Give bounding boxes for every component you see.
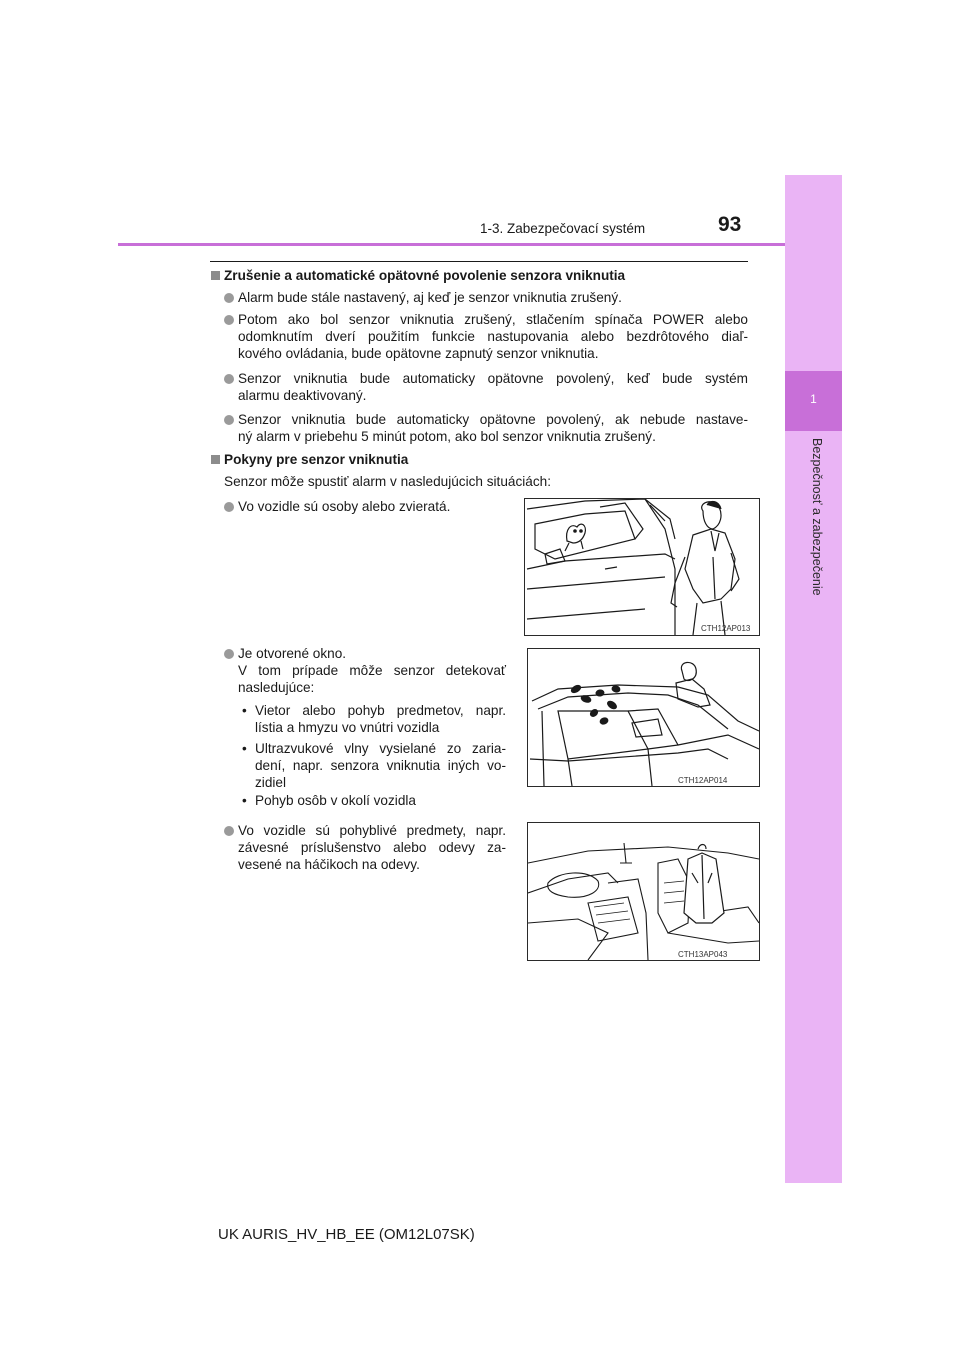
illustration-1-code: CTH12AP013 [701, 624, 751, 633]
cancel-heading [211, 267, 625, 284]
content-rule [210, 261, 748, 262]
sub-bullet-1-line-2: lístia a hmyzu vo vnútri vozidla [255, 720, 440, 736]
page-number: 93 [718, 213, 742, 236]
sub-bullet-2-line-3: zidiel [255, 775, 286, 791]
instructions-intro: Senzor môže spustiť alarm v nasledujúcich situáciách: [224, 474, 551, 489]
section-title: 1-3. Zabezpečovací systém [480, 221, 646, 236]
instructions-heading [211, 451, 408, 468]
item-3-line-1: Vo vozidle sú pohyblivé predmety, napr. [238, 823, 506, 838]
car-interior-drawing [528, 823, 759, 960]
item-3 [238, 822, 506, 874]
item-2-line-3: nasledujúce: [238, 680, 315, 696]
item-2-line-2: V tom prípade môže senzor detekovať [238, 663, 506, 679]
bullet-icon [224, 315, 234, 325]
cancel-bullet-4-line-2: ný alarm v priebehu 5 minút potom, ako bol senzor vniknutia zrušený. [238, 429, 656, 445]
car-with-dog-and-person-drawing [525, 499, 759, 635]
cancel-bullet-2-line-2: odomknutím dverí použitím funkcie nastupovania alebo bezdrôtového diaľ- [238, 329, 748, 345]
sub-bullet-marker: • [242, 703, 247, 718]
square-bullet-icon [211, 455, 220, 464]
cancel-bullet-4-line-1: Senzor vniknutia bude automaticky opätovne povolený, ak nebude nastave- [238, 412, 748, 427]
item-3-line-3: vesené na háčikoch na odevy. [238, 857, 420, 873]
cancel-bullet-4 [238, 411, 748, 445]
header-rule [118, 243, 785, 246]
footer-model-code: UK AURIS_HV_HB_EE (OM12L07SK) [218, 1226, 475, 1243]
square-bullet-icon [211, 271, 220, 280]
item-2 [238, 645, 506, 697]
bullet-icon [224, 502, 234, 512]
sub-bullet-1-line-1: Vietor alebo pohyb predmetov, napr. [255, 703, 506, 718]
instructions-heading-text: Pokyny pre senzor vniknutia [224, 452, 409, 467]
cancel-bullet-2 [238, 311, 748, 363]
cancel-bullet-1: Alarm bude stále nastavený, aj keď je senzor vniknutia zrušený. [238, 290, 622, 305]
item-2-line-1: Je otvorené okno. [238, 646, 347, 661]
illustration-person-and-dog [524, 498, 760, 636]
sub-bullet-3: Pohyb osôb v okolí vozidla [255, 793, 416, 808]
cancel-bullet-2-line-1: Potom ako bol senzor vniknutia zrušený, stlačením spínača POWER alebo [238, 312, 748, 327]
illustration-hanging-clothes [527, 822, 760, 961]
bullet-icon [224, 649, 234, 659]
chapter-title: Bezpečnosť a zabezpečenie [810, 438, 824, 596]
sub-bullet-marker: • [242, 793, 247, 808]
illustration-open-window [527, 648, 760, 787]
sub-bullet-2-line-1: Ultrazvukové vlny vysielané zo zaria- [255, 741, 506, 756]
illustration-2-code: CTH12AP014 [678, 776, 728, 785]
car-open-window-drawing [528, 649, 759, 786]
chapter-side-band [785, 175, 842, 1183]
sub-bullet-2-line-2: dení, napr. senzora vniknutia iných vo- [255, 758, 506, 774]
cancel-bullet-2-line-3: kového ovládania, bude opätovne zapnutý senzor vniknutia. [238, 346, 599, 362]
cancel-heading-text: Zrušenie a automatické opätovné povolenie senzora vniknutia [224, 268, 626, 283]
bullet-icon [224, 415, 234, 425]
cancel-bullet-3-line-1: Senzor vniknutia bude automaticky opätovne povolený, keď bude systém [238, 371, 748, 386]
cancel-bullet-3 [238, 370, 748, 404]
bullet-icon [224, 374, 234, 384]
chapter-number: 1 [810, 392, 817, 406]
bullet-icon [224, 293, 234, 303]
item-3-line-2: závesné príslušenstvo alebo odevy za- [238, 840, 506, 856]
illustration-3-code: CTH13AP043 [678, 950, 728, 959]
sub-bullet-marker: • [242, 741, 247, 756]
sub-bullet-2 [255, 740, 506, 792]
bullet-icon [224, 826, 234, 836]
sub-bullet-1 [255, 702, 506, 736]
item-1-text: Vo vozidle sú osoby alebo zvieratá. [238, 499, 451, 514]
cancel-bullet-3-line-2: alarmu deaktivovaný. [238, 388, 367, 404]
